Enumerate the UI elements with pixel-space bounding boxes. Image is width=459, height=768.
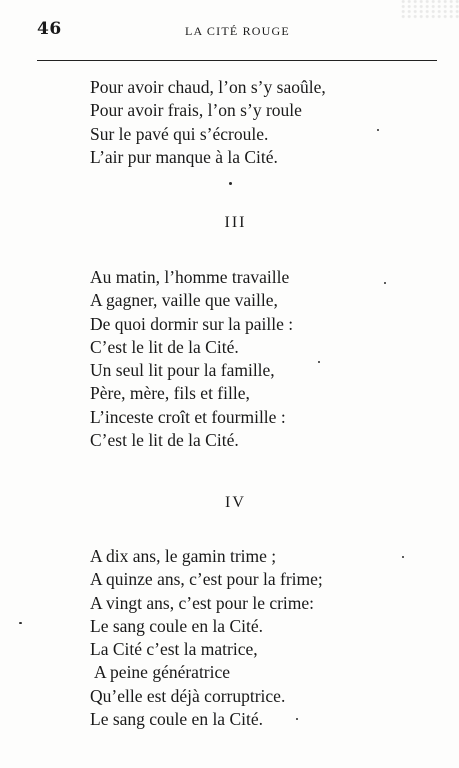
verse-line: Un seul lit pour la famille, [90, 360, 275, 381]
stanza-iii [90, 266, 293, 452]
verse-line: La Cité c’est la matrice, [90, 639, 258, 660]
verse-line: Pour avoir frais, l’on s’y roule [90, 100, 302, 121]
verse-line: L’inceste croît et fourmille : [90, 406, 286, 427]
verse-line: A gagner, vaille que vaille, [90, 290, 278, 311]
ink-speck [19, 622, 22, 624]
verse-line: C’est le lit de la Cité. [90, 336, 239, 357]
scan-noise [399, 0, 459, 20]
verse-line: A vingt ans, c’est pour le crime: [90, 592, 315, 613]
verse-line: Le sang coule en la Cité. [90, 615, 263, 636]
stanza-continuation [90, 76, 326, 169]
section-heading-iii: III [224, 214, 247, 231]
header-rule [37, 60, 437, 61]
ink-speck [318, 361, 320, 363]
ink-speck [402, 556, 404, 558]
stanza-iv [90, 545, 323, 731]
ink-speck [377, 129, 379, 131]
ink-speck [384, 282, 386, 284]
verse-line: Père, mère, fils et fille, [90, 383, 250, 404]
ink-speck [229, 182, 232, 185]
section-heading-iv: IV [225, 494, 246, 511]
ink-speck [296, 718, 298, 720]
verse-line: A quinze ans, c’est pour la frime; [90, 569, 323, 590]
verse-line: De quoi dormir sur la paille : [90, 313, 294, 334]
verse-line: A dix ans, le gamin trime ; [90, 546, 277, 566]
verse-line: Au matin, l’homme travaille [90, 267, 290, 287]
verse-line: Le sang coule en la Cité. [90, 709, 263, 730]
verse-line: A peine génératrice [94, 662, 231, 683]
verse-line: L’air pur manque à la Cité. [90, 146, 278, 167]
verse-line: Qu’elle est déjà corruptrice. [90, 685, 286, 706]
verse-line: C’est le lit de la Cité. [90, 430, 239, 451]
page-number: 46 [37, 19, 62, 39]
running-head: LA CITÉ ROUGE [185, 24, 290, 38]
verse-line: Sur le pavé qui s’écroule. [90, 123, 269, 144]
verse-line: Pour avoir chaud, l’on s’y saoûle, [90, 77, 326, 97]
